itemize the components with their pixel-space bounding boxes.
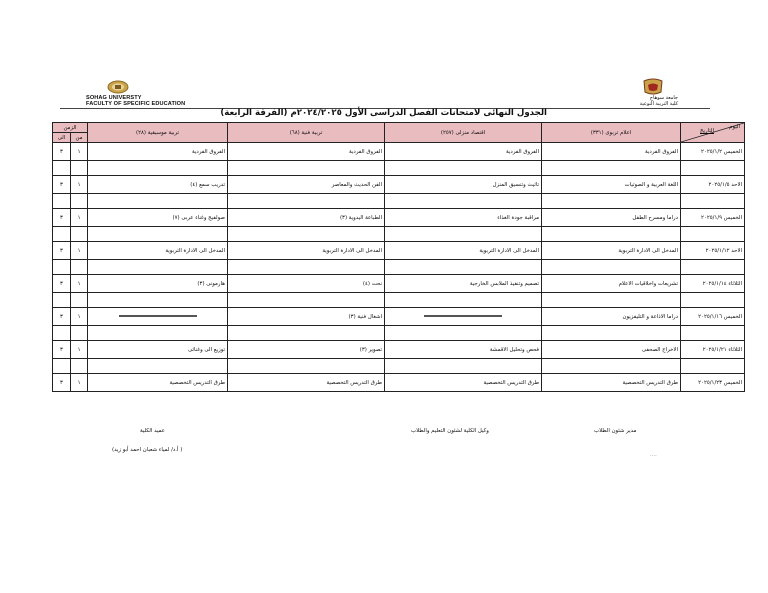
time-to: ٣ [53, 275, 71, 293]
subject-home-economics: الفروق الفردية [385, 143, 542, 161]
table-row [53, 143, 745, 161]
subject-home-economics: تصميم وتنفيذ الملابس الخارجية [385, 275, 542, 293]
subject-media: تشريعات واخلاقيات الاعلام [542, 275, 681, 293]
subject-art: الفن الحديث والمعاصر [228, 176, 385, 194]
spacer-row [53, 359, 745, 374]
time-to: ٣ [53, 374, 71, 392]
subject-media: طرق التدريس التخصصية [542, 374, 681, 392]
subject-home-economics: تاثيث وتنسيق المنزل [385, 176, 542, 194]
day-date-header [681, 123, 745, 143]
exam-date: الخميس ٢٠٢٥/١/١٦ [681, 308, 745, 326]
time-to: ٣ [53, 341, 71, 359]
subject-home-economics: طرق التدريس التخصصية [385, 374, 542, 392]
table-row [53, 209, 745, 227]
time-from: ١ [71, 209, 88, 227]
exam-schedule-table [52, 122, 745, 392]
exam-date: الخميس ٢٠٢٥/١/٢٣ [681, 374, 745, 392]
subject-media: المدخل الى الادارة التربوية [542, 242, 681, 260]
university-ar-line2: كلية التربية النوعية [639, 101, 678, 107]
spacer-row [53, 293, 745, 308]
university-en-line1: SOHAG UNIVERSTY [86, 95, 142, 101]
table-row [53, 308, 745, 326]
time-to: ٣ [53, 209, 71, 227]
time-from: ١ [71, 374, 88, 392]
time-from: ١ [71, 308, 88, 326]
table-row [53, 341, 745, 359]
time-from: ١ [71, 341, 88, 359]
subject-home-economics: المدخل الى الادارة التربوية [385, 242, 542, 260]
subject-music: الفروق الفردية [88, 143, 228, 161]
subject-media: دراما ومسرح الطفل [542, 209, 681, 227]
time-from: ١ [71, 143, 88, 161]
signature-dean: عميد الكلية [140, 428, 165, 434]
university-name-arabic [628, 95, 678, 107]
dept-header-art: تربية فنية (٦٨) [228, 123, 385, 143]
subject-media: اللغة العربية و الصوتيات [542, 176, 681, 194]
university-name-english [86, 95, 185, 108]
exam-date: الاحد ٢٠٢٥/١/٥ [681, 176, 745, 194]
subject-art: طرق التدريس التخصصية [228, 374, 385, 392]
subject-home-economics-none [385, 308, 542, 326]
table-row [53, 374, 745, 392]
subject-media: الفروق الفردية [542, 143, 681, 161]
spacer-row [53, 260, 745, 275]
subject-music-none [88, 308, 228, 326]
spacer-row [53, 194, 745, 209]
exam-date: الخميس ٢٠٢٥/١/٩ [681, 209, 745, 227]
day-label: اليوم [729, 124, 741, 130]
spacer-row [53, 161, 745, 176]
spacer-row [53, 227, 745, 242]
signature-students-affairs-manager: مدير شئون الطلاب [594, 428, 637, 434]
subject-music: المدخل الى الادارة التربوية [88, 242, 228, 260]
subject-art: الفروق الفردية [228, 143, 385, 161]
date-label: التاريخ [700, 128, 715, 134]
exam-date: الثلاثاء ٢٠٢٥/١/١٤ [681, 275, 745, 293]
time-header: الزمن [53, 123, 88, 133]
subject-art: الطباعة اليدوية (٣) [228, 209, 385, 227]
time-to: ٣ [53, 143, 71, 161]
subject-music: هارمونى (٣) [88, 275, 228, 293]
time-to: ٣ [53, 308, 71, 326]
subject-home-economics: مراقبة جودة الغذاء [385, 209, 542, 227]
subject-art: تصوير (٣) [228, 341, 385, 359]
time-to-header: الى [53, 133, 71, 143]
footnote-mark: .... [650, 452, 657, 458]
university-ar-line1: جامعة سوهاج [649, 95, 678, 101]
spacer-row [53, 326, 745, 341]
table-row [53, 275, 745, 293]
time-from: ١ [71, 176, 88, 194]
no-exam-dash [424, 315, 502, 317]
exam-date: الاحد ٢٠٢٥/١/١٢ [681, 242, 745, 260]
subject-home-economics: فحص وتحليل الاقمشة [385, 341, 542, 359]
subject-media: دراما الاذاعة و التليفزيون [542, 308, 681, 326]
subject-music: طرق التدريس التخصصية [88, 374, 228, 392]
subject-art: نحت (٤) [228, 275, 385, 293]
table-row [53, 176, 745, 194]
subject-art: اشغال فنية (٣) [228, 308, 385, 326]
subject-music: توزيع الى وغنائى [88, 341, 228, 359]
document-title: الجدول النهائى لامتحانات الفصل الدراسى الأول ٢٠٢٤/٢٠٢٥م (الفرقة الرابعة) [220, 108, 547, 118]
subject-music: تدريب سمع (٤) [88, 176, 228, 194]
dept-header-media: اعلام تربوى (٣٣١) [542, 123, 681, 143]
time-from-header: من [71, 133, 88, 143]
dept-header-music: تربية موسيقية (٢٨) [88, 123, 228, 143]
sohag-university-logo-icon [107, 80, 129, 94]
dean-name: ( أ.د/ لمياء شعبان احمد أبو زيد) [112, 447, 183, 453]
no-exam-dash [119, 315, 197, 317]
dept-header-home-economics: اقتصاد منزلى (٢٥٧) [385, 123, 542, 143]
time-from: ١ [71, 275, 88, 293]
time-from: ١ [71, 242, 88, 260]
signature-vice-dean: وكيل الكلية لشئون التعليم والطلاب [411, 428, 489, 434]
time-to: ٣ [53, 176, 71, 194]
subject-music: صولفيج وغناء عربى (٧) [88, 209, 228, 227]
table-row [53, 242, 745, 260]
exam-date: الثلاثاء ٢٠٢٥/١/٢١ [681, 341, 745, 359]
faculty-logo-icon [642, 78, 664, 96]
time-to: ٣ [53, 242, 71, 260]
subject-art: المدخل الى الادارة التربوية [228, 242, 385, 260]
exam-date: الخميس ٢٠٢٥/١/٢ [681, 143, 745, 161]
subject-media: الاخراج الصحفى [542, 341, 681, 359]
university-en-line2: FACULTY OF SPECIFIC EDUCATION [86, 101, 186, 108]
